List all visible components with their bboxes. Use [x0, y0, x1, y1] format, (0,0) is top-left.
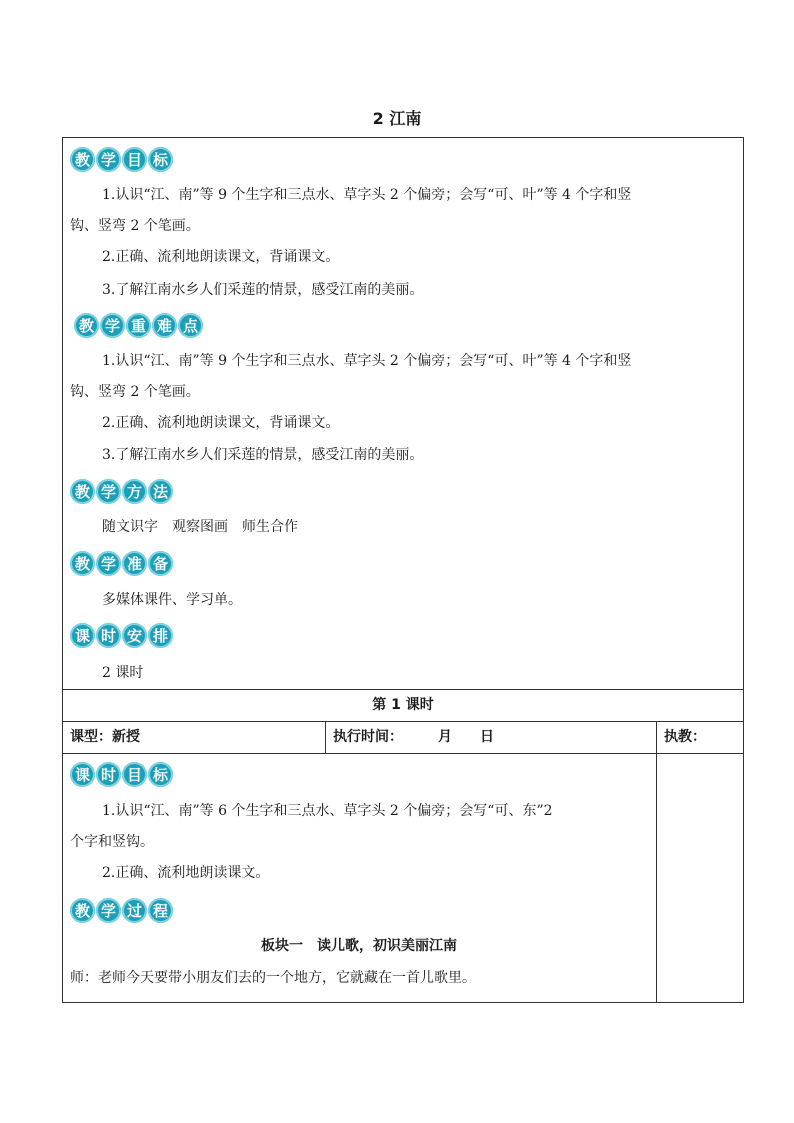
section-badge-lesson-goals: 课 时 目 标: [70, 762, 173, 787]
key-point-item-1-line-1: 1.认识“江、南”等 9 个生字和三点水、草字头 2 个偏旁；会写“可、叶”等 4 个字和竖: [102, 353, 632, 369]
lesson-header: 第 1 课时: [372, 697, 434, 713]
section-badge-schedule: 课 时 安 排: [70, 623, 173, 648]
process-line-1: 师：老师今天要带小朋友们去的一个地方，它就藏在一首儿歌里。: [70, 970, 476, 986]
section-badge-goals: 教 学 目 标: [70, 147, 173, 172]
methods-text: 随文识字 观察图画 师生合作: [102, 519, 298, 535]
key-point-item-3: 3.了解江南水乡人们采莲的情景，感受江南的美丽。: [102, 447, 424, 463]
page-title: 2 江南: [372, 109, 422, 128]
section-badge-process: 教 学 过 程: [70, 898, 173, 923]
teacher-label: 执教：: [664, 729, 706, 745]
section-badge-key-points: 教 学 重 难 点: [74, 313, 203, 338]
goal-item-2: 2.正确、流利地朗读课文，背诵课文。: [102, 249, 340, 265]
lesson-goal-item-1-line-2: 个字和竖钩。: [70, 834, 154, 850]
column-divider: [325, 721, 326, 753]
lesson-type: 课型：新授: [70, 729, 140, 745]
lesson-goal-item-2: 2.正确、流利地朗读课文。: [102, 865, 270, 881]
lesson-goal-item-1-line-1: 1.认识“江、南”等 6 个生字和三点水、草字头 2 个偏旁；会写“可、东”2: [102, 803, 553, 819]
schedule-text: 2 课时: [102, 665, 144, 681]
key-point-item-1-line-2: 钩、竖弯 2 个笔画。: [70, 384, 200, 400]
section-badge-prep: 教 学 准 备: [70, 551, 173, 576]
section-badge-methods: 教 学 方 法: [70, 479, 173, 504]
goal-item-1-line-1: 1.认识“江、南”等 9 个生字和三点水、草字头 2 个偏旁；会写“可、叶”等 4 个字和竖: [102, 187, 632, 203]
column-divider: [656, 721, 657, 1003]
row-divider: [62, 753, 744, 754]
goal-item-1-line-2: 钩、竖弯 2 个笔画。: [70, 218, 200, 234]
execution-time: 执行时间： 月 日: [333, 729, 494, 745]
process-section-title: 板块一 读儿歌，初识美丽江南: [261, 938, 457, 954]
goal-item-3: 3.了解江南水乡人们采莲的情景，感受江南的美丽。: [102, 282, 424, 298]
prep-text: 多媒体课件、学习单。: [102, 592, 242, 608]
key-point-item-2: 2.正确、流利地朗读课文，背诵课文。: [102, 415, 340, 431]
